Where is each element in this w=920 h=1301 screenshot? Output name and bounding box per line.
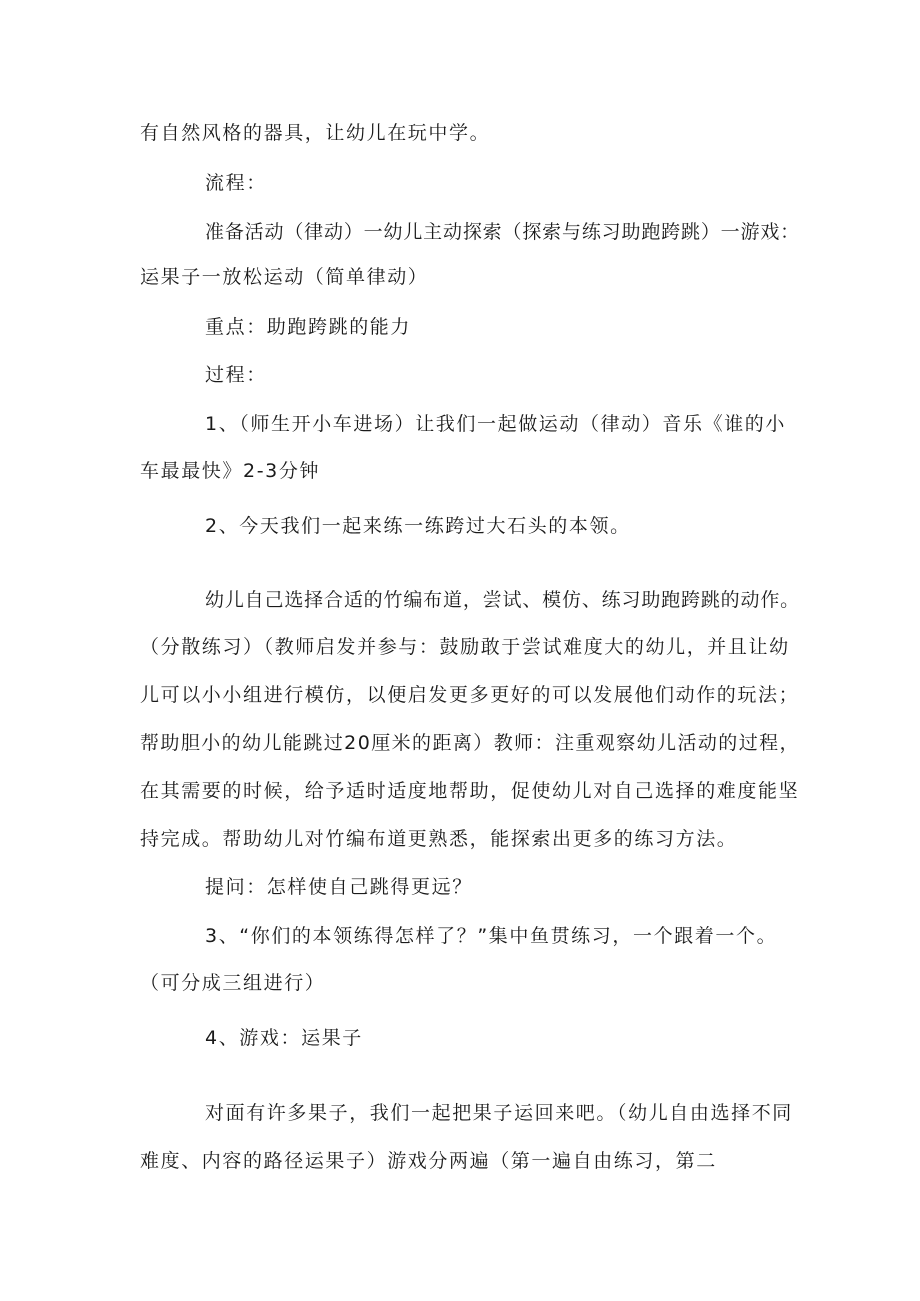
text-line-para-4: 帮助胆小的幼儿能跳过20厘米的距离）教师：注重观察幼儿活动的过程， (140, 732, 800, 754)
text-line-step3-a: 3、“你们的本领练得怎样了？”集中鱼贯练习，一个跟着一个。 (205, 925, 778, 947)
text-line-para-3: 儿可以小小组进行模仿，以便启发更多更好的可以发展他们动作的玩法； (140, 684, 800, 706)
text-line-para-6: 持完成。帮助幼儿对竹编布道更熟悉，能探索出更多的练习方法。 (140, 828, 738, 850)
text-line-step4: 4、游戏：运果子 (205, 1027, 363, 1049)
text-line-para-2: （分散练习）（教师启发并参与：鼓励敢于尝试难度大的幼儿，并且让幼 (140, 636, 790, 658)
text-line-step2: 2、今天我们一起来练一练跨过大石头的本领。 (205, 515, 631, 537)
text-line-flow-1: 准备活动（律动）一幼儿主动探索（探索与练习助跑跨跳）一游戏： (205, 221, 801, 243)
text-line-step1-a: 1、（师生开小车进场）让我们一起做运动（律动）音乐《谁的小 (205, 413, 786, 435)
text-line-question: 提问：怎样使自己跳得更远？ (205, 876, 473, 898)
text-line-continuation: 有自然风格的器具，让幼儿在玩中学。 (140, 122, 491, 144)
text-line-liucheng-heading: 流程： (205, 172, 267, 194)
text-line-flow-2: 运果子一放松运动（简单律动） (140, 266, 429, 288)
text-line-game-2: 难度、内容的路径运果子）游戏分两遍（第一遍自由练习，第二 (140, 1150, 717, 1172)
text-line-step3-b: （可分成三组进行） (140, 972, 326, 994)
text-line-para-5: 在其需要的时候，给予适时适度地帮助，促使幼儿对自己选择的难度能坚 (140, 780, 800, 802)
text-line-guocheng-heading: 过程： (205, 364, 267, 386)
text-line-key-point: 重点：助跑跨跳的能力 (205, 316, 412, 338)
text-line-para-1: 幼儿自己选择合适的竹编布道，尝试、模仿、练习助跑跨跳的动作。 (205, 589, 801, 611)
text-line-step1-b: 车最最快》2-3分钟 (140, 460, 321, 482)
text-line-game-1: 对面有许多果子，我们一起把果子运回来吧。（幼儿自由选择不同 (205, 1102, 793, 1124)
